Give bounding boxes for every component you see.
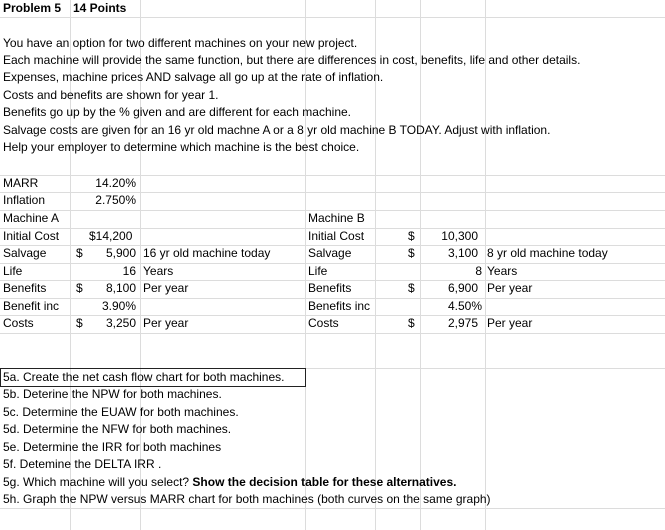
question-5g: [3, 474, 457, 491]
machine-a-benefit-inc-label[interactable]: Benefit inc: [3, 299, 60, 313]
machine-a-costs[interactable]: 3,250: [105, 316, 136, 330]
machine-b-initial-cost[interactable]: 10,300: [441, 229, 478, 243]
intro-line: Benefits go up by the % given and are different for each machine.: [3, 105, 351, 119]
intro-line: Each machine will provide the same function, but there are differences in cost, benefits, life and other details.: [3, 53, 581, 67]
question-5b: 5b. Deterine the NPW for both machines.: [3, 387, 222, 401]
marr-label[interactable]: MARR: [3, 176, 39, 190]
intro-line: Expenses, machine prices AND salvage all go up at the rate of inflation.: [3, 70, 384, 84]
machine-a-salvage-label[interactable]: Salvage: [3, 246, 47, 260]
machine-a-benefits-unit[interactable]: Per year: [143, 281, 189, 295]
machine-b-costs-currency: $: [408, 316, 415, 330]
machine-b-life[interactable]: 8: [475, 264, 482, 278]
machine-a-salvage-currency: $: [76, 246, 83, 260]
machine-b-life-label[interactable]: Life: [308, 264, 328, 278]
machine-b-costs-label[interactable]: Costs: [308, 316, 339, 330]
inflation-value[interactable]: 2.750%: [95, 193, 136, 207]
question-5f: 5f. Detemine the DELTA IRR .: [3, 457, 162, 471]
points-label: 14 Points: [73, 1, 127, 15]
machine-b-benefits-currency: $: [408, 281, 415, 295]
machine-b-title[interactable]: Machine B: [308, 211, 365, 225]
problem-label: Problem 5: [3, 1, 62, 15]
machine-a-benefit-inc[interactable]: 3.90%: [101, 299, 136, 313]
machine-b-salvage[interactable]: 3,100: [447, 246, 478, 260]
machine-b-costs-unit[interactable]: Per year: [487, 316, 533, 330]
machine-a-costs-currency: $: [76, 316, 83, 330]
question-5h: 5h. Graph the NPW versus MARR chart for both machines (both curves on the same graph): [3, 492, 491, 506]
machine-b-initial-cost-currency: $: [408, 229, 415, 243]
machine-a-initial-cost-label[interactable]: Initial Cost: [3, 229, 60, 243]
machine-b-benefit-inc-label[interactable]: Benefits inc: [308, 299, 371, 313]
inflation-label[interactable]: Inflation: [3, 193, 46, 207]
question-5d: 5d. Determine the NFW for both machines.: [3, 422, 232, 436]
machine-a-benefits-currency: $: [76, 281, 83, 295]
machine-a-initial-cost[interactable]: $14,200: [89, 229, 133, 243]
machine-b-salvage-currency: $: [408, 246, 415, 260]
machine-a-life[interactable]: 16: [122, 264, 136, 278]
machine-b-benefit-inc[interactable]: 4.50%: [447, 299, 482, 313]
machine-a-salvage[interactable]: 5,900: [105, 246, 136, 260]
machine-b-benefits[interactable]: 6,900: [447, 281, 478, 295]
machine-a-life-label[interactable]: Life: [3, 264, 23, 278]
machine-a-benefits-label[interactable]: Benefits: [3, 281, 47, 295]
question-5c: 5c. Determine the EUAW for both machines.: [3, 405, 239, 419]
machine-b-salvage-note[interactable]: 8 yr old machine today: [487, 246, 608, 260]
machine-b-life-unit[interactable]: Years: [487, 264, 518, 278]
question-5g-bold: Show the decision table for these alternatives.: [192, 475, 457, 489]
marr-value[interactable]: 14.20%: [95, 176, 136, 190]
machine-a-salvage-note[interactable]: 16 yr old machine today: [143, 246, 271, 260]
question-5g-lead: 5g. Which machine will you select?: [3, 475, 193, 489]
intro-line: You have an option for two different machines on your new project.: [3, 36, 358, 50]
question-5e: 5e. Determine the IRR for both machines: [3, 440, 222, 454]
intro-line: Costs and benefits are shown for year 1.: [3, 88, 219, 102]
machine-b-initial-cost-label[interactable]: Initial Cost: [308, 229, 365, 243]
intro-line: Help your employer to determine which machine is the best choice.: [3, 140, 360, 154]
machine-a-costs-label[interactable]: Costs: [3, 316, 34, 330]
machine-b-costs[interactable]: 2,975: [447, 316, 478, 330]
machine-b-salvage-label[interactable]: Salvage: [308, 246, 352, 260]
machine-a-title[interactable]: Machine A: [3, 211, 60, 225]
machine-a-costs-unit[interactable]: Per year: [143, 316, 189, 330]
machine-b-benefits-unit[interactable]: Per year: [487, 281, 533, 295]
intro-line: Salvage costs are given for an 16 yr old machne A or a 8 yr old machine B TODAY. Adjust with inflation.: [3, 123, 551, 137]
machine-b-benefits-label[interactable]: Benefits: [308, 281, 352, 295]
machine-a-life-unit[interactable]: Years: [143, 264, 174, 278]
question-5a: 5a. Create the net cash flow chart for both machines.: [3, 370, 285, 384]
selected-cell-outline: [0, 368, 306, 387]
machine-a-benefits[interactable]: 8,100: [105, 281, 136, 295]
